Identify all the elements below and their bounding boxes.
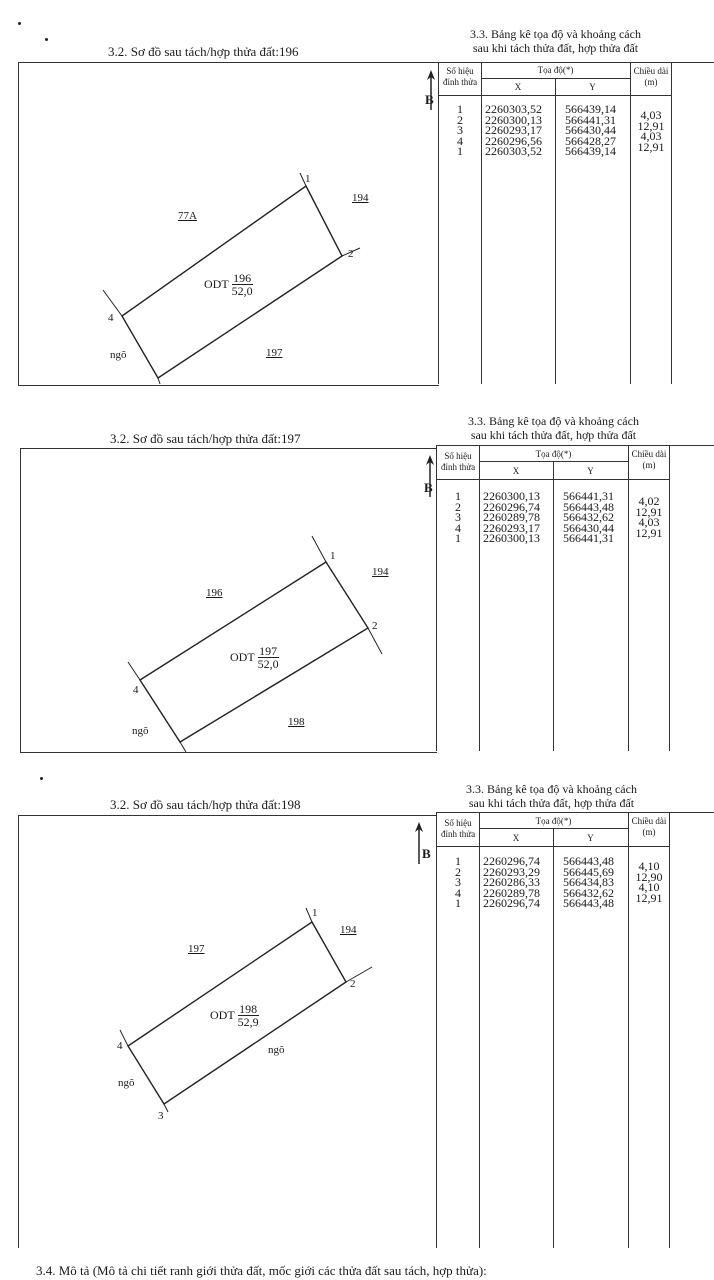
alley-label: ngõ: [132, 725, 149, 737]
table-title-line1: 3.3. Bảng kê tọa độ và khoảng cách: [470, 27, 641, 41]
x-values: 2260300,13 2260296,74 2260289,78 2260293,17 2260300,13: [483, 489, 540, 545]
vertex-label-4: 4: [108, 312, 114, 324]
parcel-number: 198: [239, 1002, 258, 1016]
parcel-number: 197: [259, 644, 278, 658]
neighbor-parcel: 198: [288, 716, 305, 728]
land-type-code: ODT: [204, 277, 229, 291]
header-x: X: [512, 833, 520, 843]
header-y: Y: [589, 82, 596, 92]
diagram-title: 3.2. Sơ đồ sau tách/hợp thửa đất:196: [108, 44, 299, 59]
header-toa-do: Tọa độ(*): [537, 65, 574, 75]
vertex-numbers: 1 2 3 4 1: [457, 102, 463, 158]
neighbor-parcel: 197: [188, 943, 205, 955]
neighbor-parcel: 77A: [178, 210, 197, 222]
north-label: B: [425, 92, 434, 107]
parcel-area: 52,9: [237, 1015, 259, 1029]
parcel-number: 196: [233, 271, 252, 285]
neighbor-parcel: 194: [352, 192, 369, 204]
alley-label: ngõ: [110, 349, 127, 361]
edge-lengths: 4,03 12,91 4,03 12,91: [637, 108, 665, 154]
section-3-4-description: 3.4. Mô tả (Mô tả chi tiết ranh giới thửa đất, mốc giới các thửa đất sau tách, hợp thửa):: [36, 1263, 487, 1278]
neighbor-parcel: 194: [340, 924, 357, 936]
north-label: B: [422, 846, 431, 861]
vertex-label-1: 1: [305, 173, 311, 185]
y-values: 566439,14 566441,31 566430,44 566428,27 566439,14: [565, 102, 616, 158]
vertex-numbers: 1 2 3 4 1: [455, 489, 461, 545]
vertex-label-2: 2: [350, 978, 356, 990]
diagram-title: 3.2. Sơ đồ sau tách/hợp thửa đất:198: [110, 797, 301, 812]
neighbor-parcel: 197: [266, 347, 283, 359]
header-chieu-dai: Chiều dài (m): [631, 816, 667, 837]
table-title-line2: sau khi tách thửa đất, hợp thửa đất: [472, 41, 639, 55]
header-toa-do: Tọa độ(*): [535, 449, 572, 459]
alley-label: ngõ: [268, 1044, 285, 1056]
header-y: Y: [587, 466, 594, 476]
table-title-line2: sau khi tách thửa đất, hợp thửa đất: [470, 428, 637, 442]
vertex-label-3: 3: [158, 1110, 164, 1122]
vertex-label-2: 2: [348, 248, 354, 260]
x-values: 2260296,74 2260293,29 2260286,33 2260289,78 2260296,74: [483, 854, 540, 910]
vertex-label-4: 4: [117, 1040, 123, 1052]
land-type-code: ODT: [210, 1008, 235, 1022]
header-y: Y: [587, 833, 594, 843]
neighbor-parcel: 194: [372, 566, 389, 578]
header-x: X: [514, 82, 522, 92]
vertex-label-1: 1: [312, 907, 318, 919]
vertex-numbers: 1 2 3 4 1: [455, 854, 461, 910]
x-values: 2260303,52 2260300,13 2260293,17 2260296,56 2260303,52: [485, 102, 542, 158]
vertex-label-1: 1: [330, 550, 336, 562]
land-type-code: ODT: [230, 650, 255, 664]
y-values: 566441,31 566443,48 566432,62 566430,44 566441,31: [563, 489, 614, 545]
header-x: X: [512, 466, 520, 476]
neighbor-parcel: 196: [206, 587, 223, 599]
vertex-label-2: 2: [372, 620, 378, 632]
diagram-title: 3.2. Sơ đồ sau tách/hợp thửa đất:197: [110, 431, 301, 446]
header-so-hieu: Số hiệu đỉnh thửa: [442, 66, 478, 87]
header-so-hieu: Số hiệu đỉnh thửa: [440, 451, 476, 472]
table-title-line2: sau khi tách thửa đất, hợp thửa đất: [468, 796, 635, 810]
table-title-line1: 3.3. Bảng kê tọa độ và khoảng cách: [466, 782, 637, 796]
vertex-label-4: 4: [133, 684, 139, 696]
parcel-area: 52,0: [257, 657, 279, 671]
north-label: B: [424, 480, 433, 495]
header-chieu-dai: Chiều dài (m): [631, 449, 667, 470]
parcel-label: [210, 1003, 259, 1028]
header-so-hieu: Số hiệu đỉnh thửa: [440, 818, 476, 839]
edge-lengths: 4,10 12,90 4,10 12,91: [635, 859, 663, 905]
parcel-area: 52,0: [231, 284, 253, 298]
edge-lengths: 4,02 12,91 4,03 12,91: [635, 494, 663, 540]
header-toa-do: Tọa độ(*): [535, 816, 572, 826]
alley-label: ngõ: [118, 1077, 135, 1089]
table-title-line1: 3.3. Bảng kê tọa độ và khoảng cách: [468, 414, 639, 428]
header-chieu-dai: Chiều dài (m): [633, 66, 669, 87]
y-values: 566443,48 566445,69 566434,83 566432,62 566443,48: [563, 854, 614, 910]
